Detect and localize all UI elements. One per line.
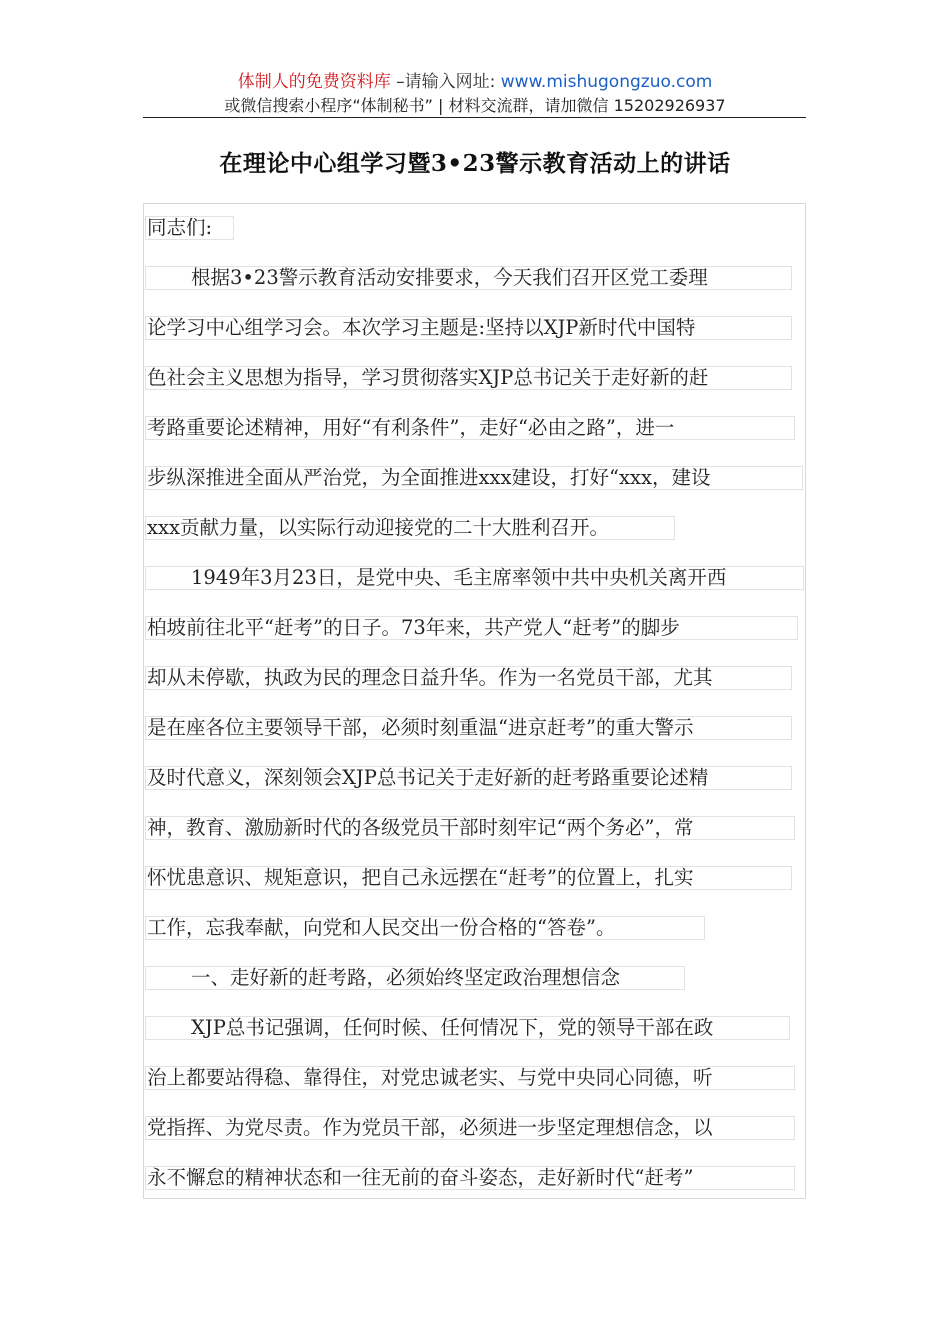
text-line: 同志们: [145,216,234,240]
header-line-2: 或微信搜索小程序“体制秘书” | 材料交流群，请加微信 15202926937 [224,96,726,115]
text-line: 是在座各位主要领导干部，必须时刻重温“进京赶考”的重大警示 [145,716,792,740]
text-line: 论学习中心组学习会。本次学习主题是:坚持以XJP新时代中国特 [145,316,792,340]
text-line: 根据3•23警示教育活动安排要求，今天我们召开区党工委理 [145,266,792,290]
text-line: 柏坡前往北平“赶考”的日子。73年来，共产党人“赶考”的脚步 [145,616,798,640]
text-line: 怀忧患意识、规矩意识，把自己永远摆在“赶考”的位置上，扎实 [145,866,792,890]
text-line: 党指挥、为党尽责。作为党员干部，必须进一步坚定理想信念，以 [145,1116,795,1140]
document-header [0,70,950,118]
text-line: 步纵深推进全面从严治党，为全面推进xxx建设，打好“xxx，建设 [145,466,803,490]
header-prompt: –请输入网址: [390,72,501,92]
text-line: 及时代意义，深刻领会XJP总书记关于走好新的赶考路重要论述精 [145,766,792,790]
text-line: 永不懈怠的精神状态和一往无前的奋斗姿态，走好新时代“赶考” [145,1166,795,1190]
text-line: 工作，忘我奉献，向党和人民交出一份合格的“答卷”。 [145,916,705,940]
header-brand: 体制人的免费资料库 [237,72,391,92]
text-line: 治上都要站得稳、靠得住，对党忠诚老实、与党中央同心同德，听 [145,1066,795,1090]
text-line: 色社会主义思想为指导，学习贯彻落实XJP总书记关于走好新的赶 [145,366,792,390]
document-title: 在理论中心组学习暨3•23警示教育活动上的讲话 [219,150,731,177]
text-line: 却从未停歇，执政为民的理念日益升华。作为一名党员干部，尤其 [145,666,792,690]
header-line-1 [0,70,950,94]
text-line: 1949年3月23日，是党中央、毛主席率领中共中央机关离开西 [145,566,804,590]
text-line: 神，教育、激励新时代的各级党员干部时刻牢记“两个务必”，常 [145,816,795,840]
text-line: xxx贡献力量，以实际行动迎接党的二十大胜利召开。 [145,516,675,540]
section-heading: 一、走好新的赶考路，必须始终坚定政治理想信念 [145,966,685,990]
text-line: XJP总书记强调，任何时候、任何情况下，党的领导干部在政 [145,1016,790,1040]
header-url-link[interactable]: www.mishugongzuo.com [500,72,713,92]
text-frame [143,203,806,1199]
text-line: 考路重要论述精神，用好“有利条件”，走好“必由之路”，进一 [145,416,795,440]
header-divider [143,117,806,118]
